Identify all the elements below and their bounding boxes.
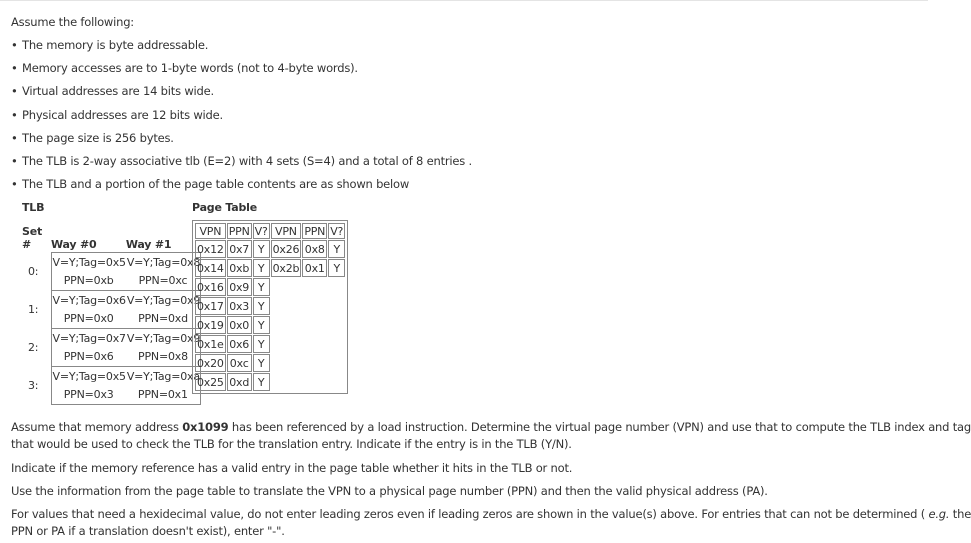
page-table-label: Page Table (192, 201, 257, 214)
assumption-item: • Memory accesses are to 1-byte words (not to 4-byte words). (11, 61, 358, 75)
question-paragraph-4: For values that need a hexidecimal value, do not enter leading zeros even if leading zeros are shown in the value(s) above. For entries that can not be determined ( e.g. the (11, 507, 971, 521)
assumption-item: • The page size is 256 bytes. (11, 131, 174, 145)
page-table-row (195, 278, 345, 296)
pt-header-vpn: VPN (271, 223, 302, 239)
tlb-header-way1: Way #1 (125, 237, 172, 251)
pt-cell-vpn: 0x26 (271, 240, 302, 258)
pt-cell-ppn: 0xd (227, 373, 252, 391)
pt-empty-cell (302, 335, 327, 353)
tlb-set-row (22, 252, 201, 290)
tlb-way1-ppn: PPN=0xd (138, 311, 188, 325)
page-table-row (195, 240, 345, 258)
pt-cell-valid: Y (253, 240, 270, 258)
memory-address: 0x1099 (182, 420, 229, 434)
tlb-set-number: 3: (28, 378, 39, 392)
pt-empty-cell (271, 278, 302, 296)
tlb-way0-tag: V=Y;Tag=0x7 (52, 331, 126, 345)
pt-empty-cell (302, 297, 327, 315)
tlb-way1-tag: V=Y;Tag=0x9 (126, 331, 201, 345)
pt-cell-ppn: 0xb (227, 259, 252, 277)
pt-cell-vpn: 0x12 (195, 240, 226, 258)
pt-empty-cell (328, 354, 345, 372)
pt-cell-vpn: 0x16 (195, 278, 226, 296)
pt-cell-valid: Y (253, 316, 270, 334)
pt-empty-cell (328, 335, 345, 353)
tlb-way1-ppn: PPN=0x8 (138, 349, 188, 363)
assumption-item: • Virtual addresses are 14 bits wide. (11, 84, 214, 98)
tlb-way1-tag: V=Y;Tag=0x9 (126, 293, 201, 307)
pt-cell-valid: Y (253, 278, 270, 296)
pt-cell-valid: Y (328, 259, 345, 277)
pt-cell-valid: Y (253, 373, 270, 391)
pt-cell-ppn: 0x9 (227, 278, 252, 296)
assumption-item: • The memory is byte addressable. (11, 38, 209, 52)
tlb-set-number: 0: (28, 264, 39, 278)
question-paragraph-1: Assume that memory address 0x1099 has been referenced by a load instruction. Determine the virtual page number (VPN) and use that to compute the TLB index and tag (11, 420, 971, 434)
question-paragraph-4-cont: PPN or PA if a translation doesn't exist), enter "-". (11, 524, 285, 538)
question-paragraph-2: Indicate if the memory reference has a valid entry in the page table whether it hits in the TLB or not. (11, 461, 573, 475)
page-table-header-row (195, 223, 345, 239)
page-table-row (195, 259, 345, 277)
pt-header-ppn: PPN (304, 224, 326, 238)
pt-empty-cell (328, 297, 345, 315)
pt-cell-valid: Y (253, 335, 270, 353)
page-table (192, 220, 348, 394)
tlb-table (22, 225, 201, 405)
tlb-way0-ppn: PPN=0x3 (63, 387, 114, 401)
assumption-item: • Physical addresses are 12 bits wide. (11, 108, 223, 122)
tlb-way1-ppn: PPN=0x1 (137, 387, 188, 401)
pt-header-ppn: PPN (228, 224, 250, 238)
pt-empty-cell (302, 354, 327, 372)
tlb-set-number: 1: (28, 302, 39, 316)
pt-cell-valid: Y (253, 354, 270, 372)
pt-header-valid: V? (330, 224, 344, 238)
tlb-way0-tag: V=Y;Tag=0x6 (52, 293, 126, 307)
tlb-way0-ppn: PPN=0xb (63, 273, 114, 287)
tlb-header-way0: Way #0 (51, 237, 97, 251)
pt-cell-ppn: 0x1 (302, 259, 327, 277)
tlb-way1-tag: V=Y;Tag=0xa (126, 369, 200, 383)
intro-text: Assume the following: (11, 15, 134, 29)
pt-header-vpn: VPN (195, 223, 226, 239)
pt-cell-ppn: 0x7 (227, 240, 252, 258)
page-table-row (195, 335, 345, 353)
tlb-way0-tag: V=Y;Tag=0x5 (52, 255, 126, 269)
page-table-row (195, 354, 345, 372)
page-table-row (195, 316, 345, 334)
page-table-row (195, 297, 345, 315)
tlb-header-set: Set # (22, 225, 43, 251)
pt-cell-vpn: 0x14 (195, 259, 226, 277)
pt-header-valid: V? (254, 224, 268, 238)
tlb-set-row (22, 328, 201, 366)
pt-empty-cell (271, 335, 302, 353)
pt-cell-ppn: 0xc (227, 354, 252, 372)
tlb-way0-tag: V=Y;Tag=0x5 (52, 369, 126, 383)
tlb-set-number: 2: (28, 340, 39, 354)
pt-cell-vpn: 0x25 (195, 373, 226, 391)
pt-empty-cell (328, 316, 345, 334)
tlb-way1-ppn: PPN=0xc (138, 273, 188, 287)
pt-cell-valid: Y (253, 297, 270, 315)
pt-cell-vpn: 0x2b (271, 259, 302, 277)
pt-cell-valid: Y (328, 240, 345, 258)
pt-cell-ppn: 0x8 (302, 240, 327, 258)
pt-cell-vpn: 0x17 (195, 297, 226, 315)
pt-cell-ppn: 0x0 (227, 316, 252, 334)
pt-cell-valid: Y (253, 259, 270, 277)
pt-empty-cell (328, 373, 345, 391)
pt-empty-cell (271, 354, 302, 372)
pt-cell-vpn: 0x19 (195, 316, 226, 334)
pt-empty-cell (271, 297, 302, 315)
pt-empty-cell (302, 316, 327, 334)
tlb-set-row (22, 366, 201, 404)
tlb-set-row (22, 290, 201, 328)
pt-cell-vpn: 0x20 (195, 354, 226, 372)
pt-empty-cell (271, 373, 302, 391)
pt-empty-cell (271, 316, 302, 334)
pt-empty-cell (302, 278, 327, 296)
tlb-way1-tag: V=Y;Tag=0x8 (126, 255, 201, 269)
tlb-header-row (22, 225, 201, 252)
pt-empty-cell (302, 373, 327, 391)
question-paragraph-3: Use the information from the page table to translate the VPN to a physical page number (PPN) and then the valid physical address (PA). (11, 484, 768, 498)
pt-cell-vpn: 0x1e (195, 335, 226, 353)
tlb-label: TLB (22, 201, 45, 214)
tlb-way0-ppn: PPN=0x0 (63, 311, 114, 325)
question-paragraph-1-cont: that would be used to check the TLB for the translation entry. Indicate if the entry is in the TLB (Y/N). (11, 437, 572, 451)
assumption-item: • The TLB is 2-way associative tlb (E=2) with 4 sets (S=4) and a total of 8 entries . (11, 154, 472, 168)
tlb-way0-ppn: PPN=0x6 (63, 349, 114, 363)
pt-empty-cell (328, 278, 345, 296)
page-table-row (195, 373, 345, 391)
pt-cell-ppn: 0x3 (227, 297, 252, 315)
pt-cell-ppn: 0x6 (227, 335, 252, 353)
assumption-item: • The TLB and a portion of the page table contents are as shown below (11, 177, 410, 191)
